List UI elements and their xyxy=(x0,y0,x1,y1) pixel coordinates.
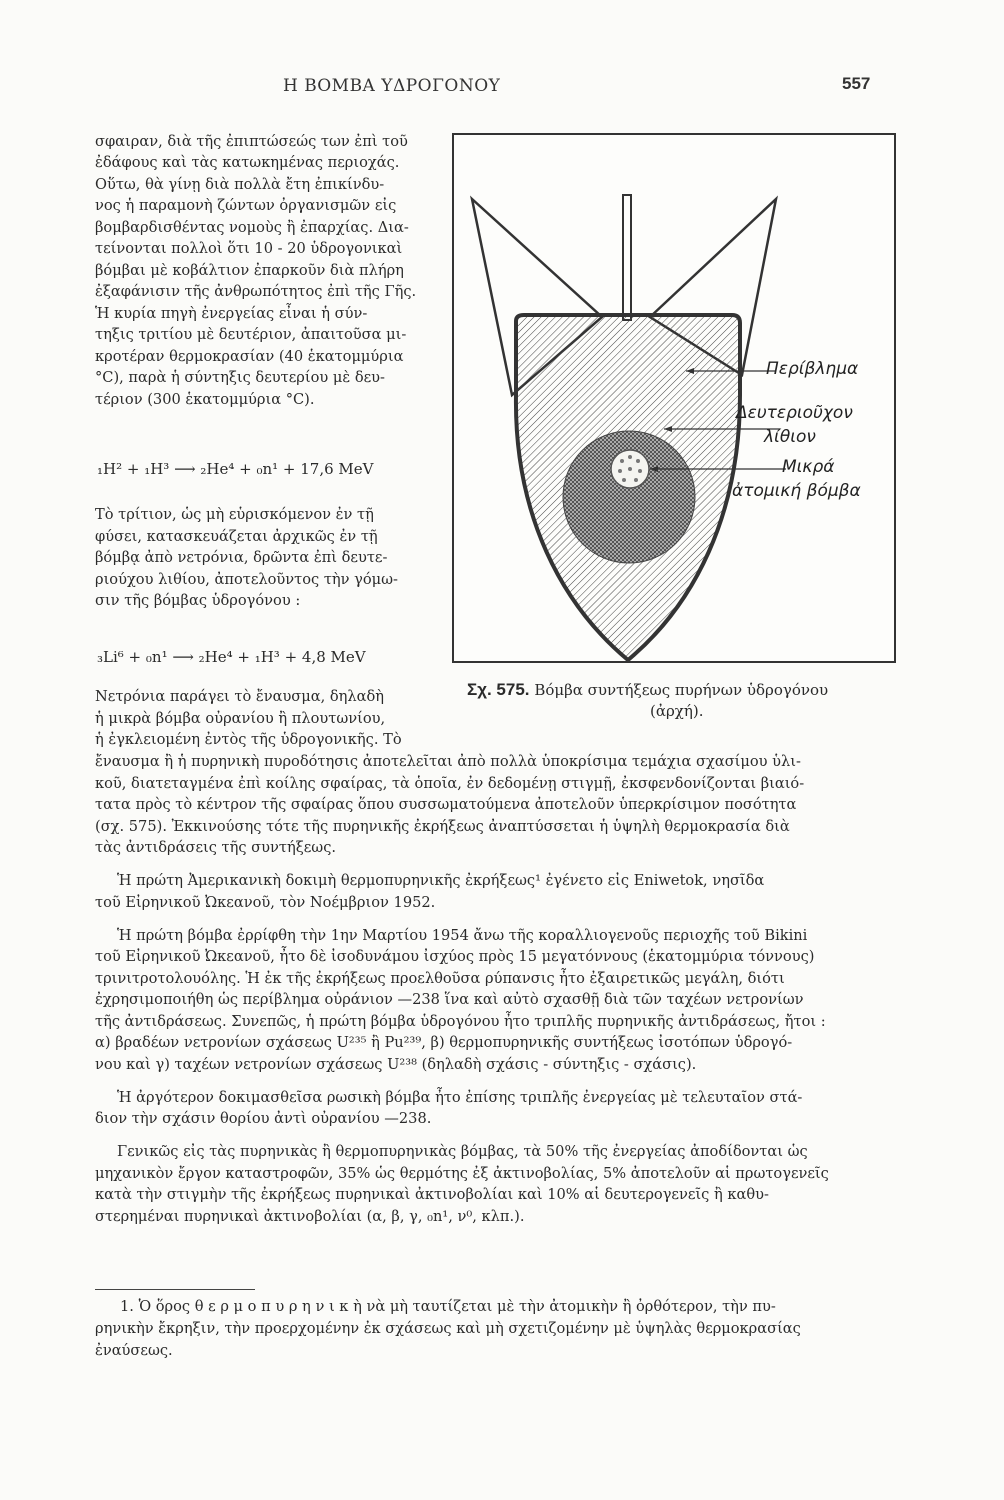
figure-caption-text: Βόμβα συντήξεως πυρήνων ὑδρογόνου xyxy=(534,681,829,699)
text-line: Ἡ πρώτη Ἀμερικανικὴ δοκιμὴ θερμοπυρηνικῆς ἐκρήξεως¹ ἐγένετο εἰς Eniwetok, νησῖδα xyxy=(117,872,765,889)
text-line: κοῦ, διατεταγμένα ἐπὶ κοίλης σφαίρας, τὰ ὁποῖα, ἐν δεδομένῃ στιγμῇ, ἐκσφενδονίζονται βιαιό- xyxy=(95,775,805,792)
bomb-diagram-svg xyxy=(454,135,894,661)
text-line: διον τὴν σχάσιν θορίου ἀντὶ οὐρανίου —238. xyxy=(95,1110,432,1127)
text-line: μηχανικὸν ἔργον καταστροφῶν, 35% ὡς θερμότης ἐξ ἀκτινοβολίας, 5% ἀποτελοῦν αἱ πρωτογενεῖς xyxy=(95,1165,829,1182)
stem xyxy=(623,195,631,320)
text-line: ἐχρησιμοποιήθη ὡς περίβλημα οὐράνιον —238 ἵνα καὶ αὐτὸ σχασθῇ διὰ τῶν ταχέων νετρονίων xyxy=(95,991,804,1008)
text-line: νος ἡ παραμονὴ ζώντων ὀργανισμῶν εἰς xyxy=(95,197,397,214)
text-line: τοῦ Εἰρηνικοῦ Ὠκεανοῦ, ἦτο δὲ ἰσοδυνάμου ἰσχύος πρὸς 15 μεγατόννους (ἑκατομμύρια τόννους) xyxy=(95,948,815,965)
text-line: α) βραδέων νετρονίων σχάσεως U²³⁵ ἢ Pu²³⁹, β) θερμοπυρηνικῆς συντήξεως ἰσοτόπων ὑδρογό- xyxy=(95,1034,793,1051)
text-line: τατα πρὸς τὸ κέντρον τῆς σφαίρας ὅπου συσσωματούμενα ἀποτελοῦν ὑπερκρίσιμον ποσότητα xyxy=(95,796,797,813)
figure-number: Σχ. 575. xyxy=(467,680,530,699)
text-line: τηξις τριτίου μὲ δευτέριον, ἀπαιτοῦσα μι- xyxy=(95,326,407,343)
text-line: τείνονται πολλοὶ ὅτι 10 - 20 ὑδρογονικαὶ xyxy=(95,240,403,257)
text-line: Γενικῶς εἰς τὰς πυρηνικὰς ἢ θερμοπυρηνικὰς βόμβας, τὰ 50% τῆς ἐνεργείας ἀποδίδονται ὡς xyxy=(117,1143,808,1160)
text-line: Ἡ κυρία πηγὴ ἐνεργείας εἶναι ἡ σύν- xyxy=(95,305,368,322)
footnote-divider xyxy=(95,1289,255,1290)
label-lithium-line2: λίθιον xyxy=(764,427,816,447)
figure-hydrogen-bomb-diagram xyxy=(452,133,896,663)
text-line: τρινιτροτολουόλης. Ἡ ἐκ τῆς ἐκρήξεως προελθοῦσα ρύπανσις ἦτο ἐξαιρετικῶς μεγάλη, διότι xyxy=(95,970,785,987)
text-line: σφαιραν, διὰ τῆς ἐπιπτώσεώς των ἐπὶ τοῦ xyxy=(95,133,408,150)
text-line: ἔναυσμα ἢ ἡ πυρηνικὴ πυροδότησις ἀποτελεῖται ἀπὸ πολλὰ ὑποκρίσιμα τεμάχια σχασίμου ὑλι- xyxy=(95,753,801,770)
label-atomic-line1: Μικρά xyxy=(782,457,835,477)
text-line: κατὰ τὴν στιγμὴν τῆς ἐκρήξεως πυρηνικαὶ ἀκτινοβολίαι καὶ 10% αἱ δευτερογενεῖς ἢ καθυ- xyxy=(95,1186,769,1203)
footnote-line: ρηνικὴν ἔκρηξιν, τὴν προερχομένην ἐκ σχάσεως καὶ μὴ σχετιζομένην μὲ ὑψηλὰς θερμοκρασίας xyxy=(95,1320,801,1337)
text-line: τῆς ἀντιδράσεως. Συνεπῶς, ἡ πρώτη βόμβα ὑδρογόνου ἦτο τριπλῆς πυρηνικῆς ἀντιδράσεως, ἤτοι : xyxy=(95,1013,826,1030)
text-line: (σχ. 575). Ἐκκινούσης τότε τῆς πυρηνικῆς ἐκρήξεως ἀναπτύσσεται ἡ ὑψηλὴ θερμοκρασία διὰ xyxy=(95,818,790,835)
figure-caption-line2: (ἀρχή). xyxy=(650,702,704,720)
text-line: ἐδάφους καὶ τὰς κατωκημένας περιοχάς. xyxy=(95,154,400,171)
footnote-line: ἐναύσεως. xyxy=(95,1342,173,1359)
text-line: στερημέναι πυρηνικαὶ ἀκτινοβολίαι (α, β, γ, ₀n¹, ν⁰, κλπ.). xyxy=(95,1208,525,1225)
text-line: τέριον (300 ἑκατομμύρια °C). xyxy=(95,391,315,408)
footnote-line: 1. Ὁ ὅρος θ ε ρ μ ο π υ ρ η ν ι κ ὴ νὰ μὴ ταυτίζεται μὲ τὴν ἀτομικὴν ἢ ὀρθότερον, τὴν πυ- xyxy=(120,1298,776,1315)
running-header-title: Η ΒΟΜΒΑ ΥΔΡΟΓΟΝΟΥ xyxy=(283,76,501,96)
text-line: Ἡ ἀργότερον δοκιμασθεῖσα ρωσικὴ βόμβα ἦτο ἐπίσης τριπλῆς ἐνεργείας μὲ τελευταῖον στά- xyxy=(117,1089,803,1106)
text-line: βομβαρδισθέντας νομοὺς ἢ ἐπαρχίας. Δια- xyxy=(95,219,409,236)
label-atomic-line2: ἀτομική βόμβα xyxy=(732,481,861,501)
equation-lithium-neutron: ₃Li⁶ + ₀n¹ ⟶ ₂He⁴ + ₁H³ + 4,8 MeV xyxy=(97,648,366,666)
text-line: Οὕτω, θὰ γίνῃ διὰ πολλὰ ἔτη ἐπικίνδυ- xyxy=(95,176,385,193)
text-line: νου καὶ γ) ταχέων νετρονίων σχάσεως U²³⁸ (δηλαδὴ σχάσις - σύντηξις - σχάσις). xyxy=(95,1056,697,1073)
text-line: ἐξαφάνισιν τῆς ἀνθρωπότητος ἐπὶ τῆς Γῆς. xyxy=(95,283,417,300)
text-line: τοῦ Εἰρηνικοῦ Ὠκεανοῦ, τὸν Νοέμβριον 1952. xyxy=(95,894,436,911)
text-line: Ἡ πρώτη βόμβα ἐρρίφθη τὴν 1ην Μαρτίου 1954 ἄνω τῆς κοραλλιογενοῦς περιοχῆς τοῦ Bikini xyxy=(117,927,808,944)
text-line: ἡ ἐγκλειομένη ἐντὸς τῆς ὑδρογονικῆς. Τὸ xyxy=(95,731,402,748)
label-casing: Περίβλημα xyxy=(766,359,859,379)
text-line: βόμβᾳ ἀπὸ νετρόνια, δρῶντα ἐπὶ δευτε- xyxy=(95,549,388,566)
text-line: τὰς ἀντιδράσεις τῆς συντήξεως. xyxy=(95,839,337,856)
text-line: φύσει, κατασκευάζεται ἀρχικῶς ἐν τῇ xyxy=(95,528,378,545)
text-line: κροτέραν θερμοκρασίαν (40 ἑκατομμύρια xyxy=(95,348,404,365)
page-number: 557 xyxy=(842,74,871,93)
text-line: Νετρόνια παράγει τὸ ἔναυσμα, δηλαδὴ xyxy=(95,688,385,705)
figure-caption xyxy=(467,680,828,700)
label-lithium-line1: Δευτεριοῦχον xyxy=(736,403,853,423)
text-line: °C), παρὰ ἡ σύντηξις δευτερίου μὲ δευ- xyxy=(95,369,385,386)
text-line: σιν τῆς βόμβας ὑδρογόνου : xyxy=(95,592,301,609)
text-line: ριούχου λιθίου, ἀποτελοῦντος τὴν γόμω- xyxy=(95,571,398,588)
text-line: Τὸ τρίτιον, ὡς μὴ εὑρισκόμενον ἐν τῇ xyxy=(95,506,374,523)
text-line: βόμβαι μὲ κοβάλτιον ἐπαρκοῦν διὰ πλήρη xyxy=(95,262,404,279)
text-line: ἡ μικρὰ βόμβα οὐρανίου ἢ πλουτωνίου, xyxy=(95,710,386,727)
equation-tritium-deuterium: ₁H² + ₁H³ ⟶ ₂He⁴ + ₀n¹ + 17,6 MeV xyxy=(97,460,374,478)
